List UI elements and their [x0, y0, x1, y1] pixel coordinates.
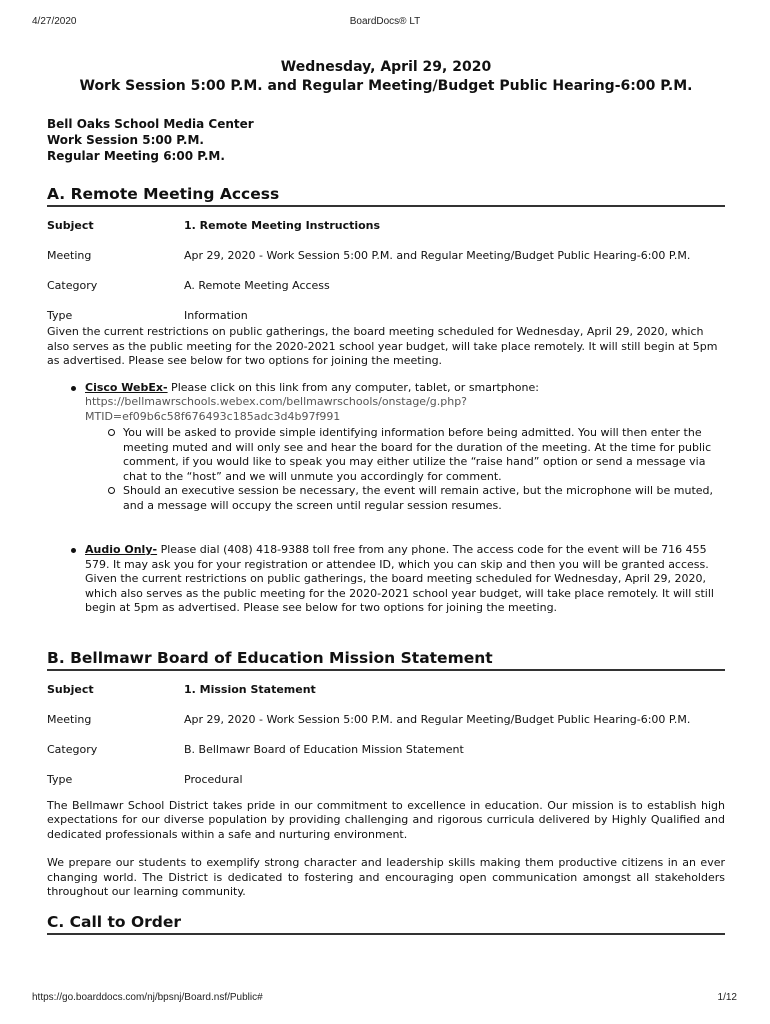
audio-label: Audio Only-: [85, 543, 158, 556]
detail-row-meeting: [47, 713, 725, 727]
detail-row-meeting: [47, 249, 725, 263]
detail-value: Information: [184, 309, 248, 322]
detail-value: A. Remote Meeting Access: [184, 279, 330, 292]
detail-label: Subject: [47, 682, 94, 696]
audio-repeat-text: Given the current restrictions on public gatherings, the board meeting scheduled for Wednesday, April 29, 2020, which also serves as the public meeting for the 2020-2021 school year budget, will take place remotely. It will still begin at 5pm as advertised. Please see below for two options for joining the meeting.: [85, 572, 714, 614]
detail-row-subject: [47, 683, 725, 697]
detail-value: 1. Remote Meeting Instructions: [184, 219, 381, 232]
webex-label: Cisco WebEx-: [85, 380, 168, 394]
list-item-audio: [47, 543, 725, 616]
location-regular-meeting: Regular Meeting 6:00 P.M.: [47, 149, 225, 163]
audio-text: Please dial (408) 418-9388 toll free from any phone. The access code for the event will be 716 455 579. It may ask you for your registration or attendee ID, which you can skip and then you will be granted access.: [85, 543, 709, 571]
meeting-location: [47, 116, 725, 164]
section-b-heading: B. Bellmawr Board of Education Mission Statement: [47, 648, 725, 671]
section-a-heading: A. Remote Meeting Access: [47, 184, 725, 207]
detail-label: Type: [47, 309, 73, 322]
location-work-session: Work Session 5:00 P.M.: [47, 133, 204, 147]
webex-text: Please click on this link from any computer, tablet, or smartphone:: [167, 380, 539, 394]
join-options-list: [47, 381, 725, 616]
detail-row-subject: [47, 219, 725, 233]
mission-paragraph-2: We prepare our students to exemplify strong character and leadership skills making them productive citizens in an ever changing world. The District is dedicated to fostering and encouraging open communication amongst all stakeholders throughout our learning community.: [47, 856, 725, 898]
remote-intro-paragraph: Given the current restrictions on public gatherings, the board meeting scheduled for Wednesday, April 29, 2020, which also serves as the public meeting for the 2020-2021 school year budget, will take place remotely. It will still begin at 5pm as advertised. Please see below for two options for joining the meeting.: [47, 325, 718, 367]
detail-row-category: [47, 743, 725, 757]
print-title: BoardDocs® LT: [349, 16, 421, 27]
detail-label: Type: [47, 772, 73, 786]
mission-paragraph-1: The Bellmawr School District takes pride in our commitment to excellence in education. Our mission is to establish high expectations for our diverse population by providing challenging and rigorous curricula delivered by Highly Qualified and dedicated professionals within a safe and nurturing environment.: [47, 798, 725, 841]
detail-label: Meeting: [47, 712, 92, 726]
agenda-document: [47, 58, 725, 935]
detail-label: Subject: [47, 219, 94, 232]
meeting-name: Work Session 5:00 P.M. and Regular Meeting/Budget Public Hearing-6:00 P.M.: [79, 78, 693, 94]
section-a-details: [47, 219, 725, 323]
detail-value: Apr 29, 2020 - Work Session 5:00 P.M. and Regular Meeting/Budget Public Hearing-6:00 P.M.: [184, 712, 691, 726]
detail-row-category: [47, 279, 725, 293]
print-url: https://go.boarddocs.com/nj/bpsnj/Board.nsf/Public#: [32, 992, 263, 1003]
print-date: 4/27/2020: [32, 16, 77, 27]
detail-value: B. Bellmawr Board of Education Mission Statement: [184, 742, 464, 756]
detail-label: Category: [47, 279, 98, 292]
detail-value: Apr 29, 2020 - Work Session 5:00 P.M. and Regular Meeting/Budget Public Hearing-6:00 P.M.: [184, 249, 691, 262]
page-title: [47, 58, 725, 96]
webex-sub-list: [85, 426, 725, 513]
detail-row-type: [47, 309, 725, 323]
detail-value: Procedural: [184, 772, 243, 786]
detail-row-type: [47, 773, 725, 787]
detail-value: 1. Mission Statement: [184, 682, 316, 696]
list-item-webex: [47, 381, 725, 514]
list-item: You will be asked to provide simple identifying information before being admitted. You will then enter the meeting muted and will only see and hear the board for the duration of the meeting. At the time for public comment, if you would like to speak you may either utilize the “raise hand” option or send a message via chat to the “host” and we will unmute you accordingly for comment.: [85, 426, 725, 484]
section-b-details: [47, 683, 725, 787]
detail-label: Meeting: [47, 249, 92, 262]
page-number: 1/12: [717, 992, 737, 1003]
webex-link[interactable]: https://bellmawrschools.webex.com/bellmawrschools/onstage/g.php? MTID=ef09b6c58f676493c185adc3d4b97f991: [85, 395, 468, 423]
section-c-heading: C. Call to Order: [47, 912, 725, 935]
detail-label: Category: [47, 742, 98, 756]
location-venue: Bell Oaks School Media Center: [47, 117, 254, 131]
meeting-date: Wednesday, April 29, 2020: [280, 59, 492, 75]
list-item: Should an executive session be necessary, the event will remain active, but the microphone will be muted, and a message will occupy the screen until regular session resumes.: [85, 484, 725, 513]
